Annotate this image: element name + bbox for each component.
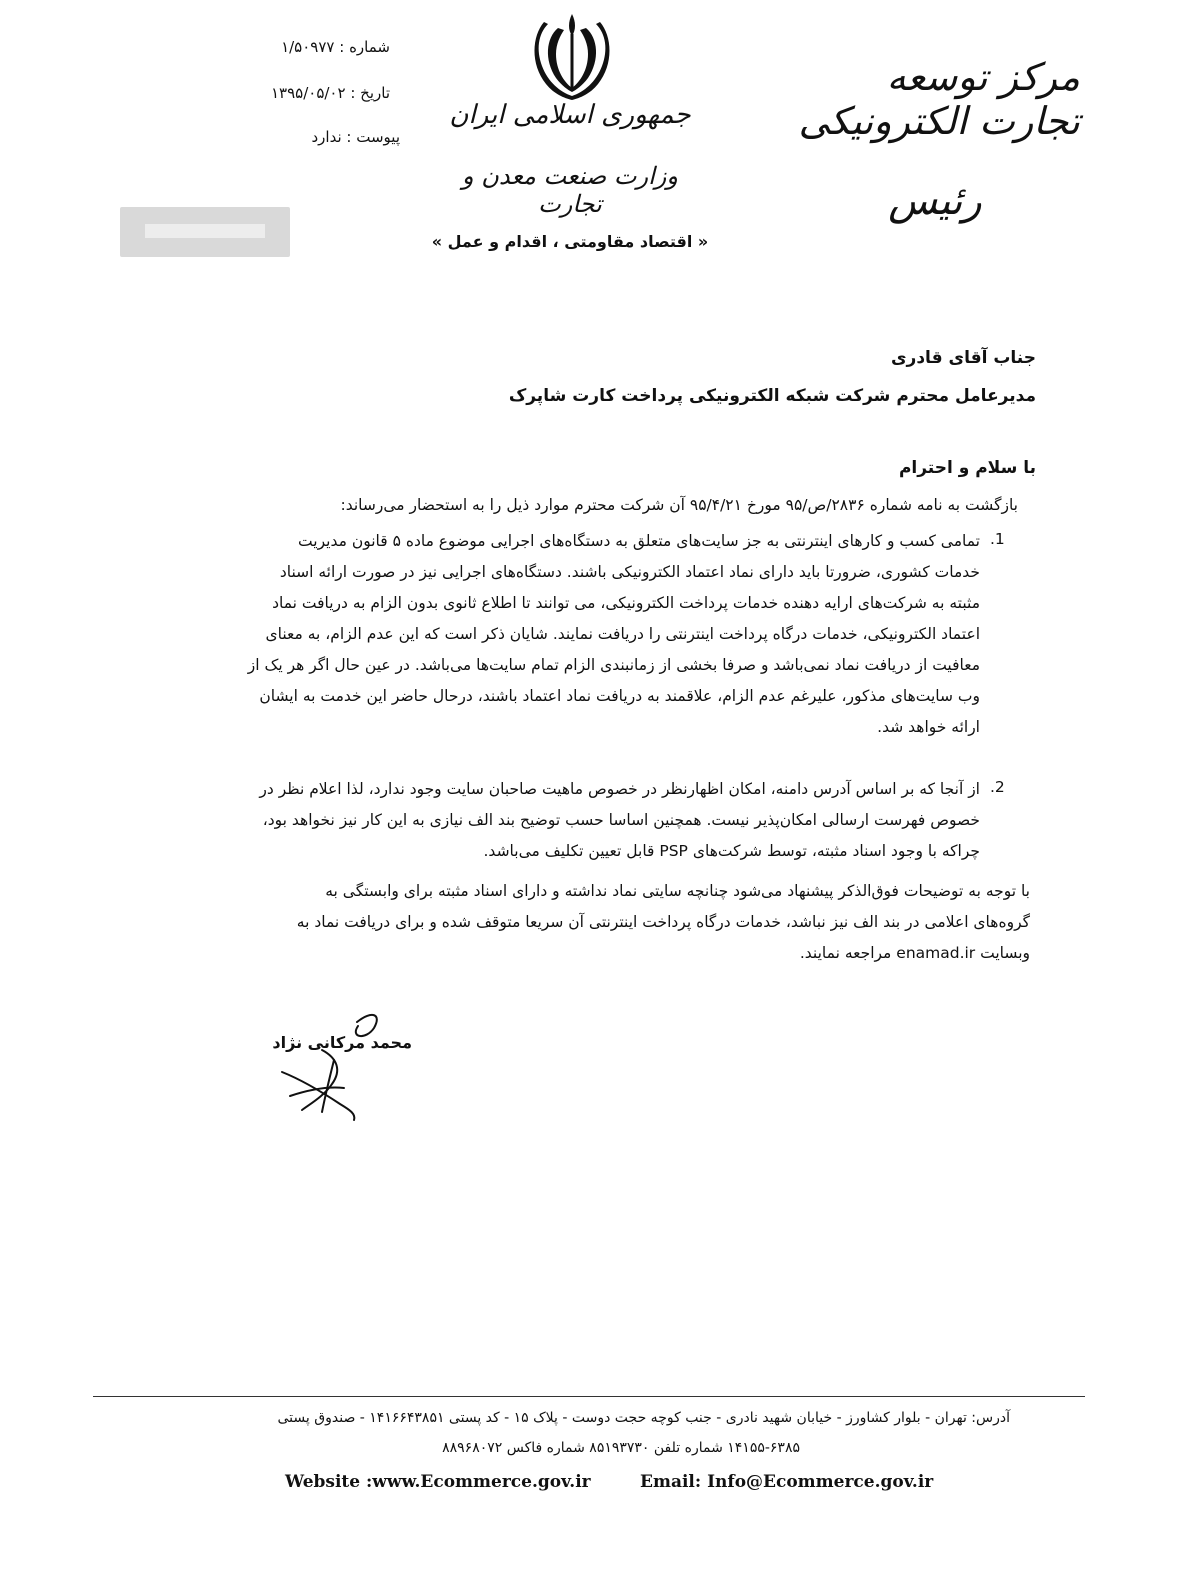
- intro-paragraph: بازگشت به نامه شماره ۲۸۳۶/ص/۹۵ مورخ ۹۵/۴/۲۱ آن شرکت محترم موارد ذیل را به استحضار می‌رساند:: [340, 496, 1018, 514]
- ministry-name: وزارت صنعت معدن و تجارت: [462, 162, 678, 218]
- letter-attachment-label: پیوست :: [346, 128, 400, 146]
- list-item-number: .1: [990, 530, 1005, 548]
- country-name: جمهوری اسلامی ایران: [449, 100, 691, 130]
- paragraph-line: معافیت از دریافت نماد نمی‌باشد و صرفا بخشی از زمانبندی الزام تمام سایت‌ها می‌باشد. در عین حال اگر هر یک از: [247, 656, 980, 674]
- footer-divider: [93, 1396, 1085, 1397]
- paragraph-line: خدمات کشوری، ضرورتا باید دارای نماد اعتماد الکترونیکی باشند. دستگاه‌های اجرایی نیز در صورت ارائه اسناد: [279, 563, 980, 581]
- letter-date-label: تاریخ :: [350, 84, 390, 102]
- footer-address: آدرس: تهران - بلوار کشاورز - خیابان شهید نادری - جنب کوچه حجت دوست - پلاک ۱۵ - کد پستی ۱۴۱۶۶۴۳۸۵۱ - صندوق پستی: [277, 1410, 1010, 1426]
- letter-number-label: شماره :: [339, 38, 390, 56]
- closing-paragraph: [150, 876, 1030, 969]
- greeting: با سلام و احترام: [898, 458, 1036, 478]
- list-item-number: .2: [990, 778, 1005, 796]
- paragraph-line: وبسایت enamad.ir مراجعه نمایند.: [799, 944, 1030, 962]
- slogan: « اقتصاد مقاومتی ، اقدام و عمل »: [431, 232, 709, 251]
- letter-number: [270, 40, 390, 55]
- letter-attachment-value: ندارد: [311, 128, 342, 146]
- registration-stamp: [120, 207, 290, 257]
- paragraph-line: خصوص فهرست ارسالی امکان‌پذیر نیست. همچنین اساسا حسب توضیح بند الف نیازی به این کار نیز نخواهد بود،: [262, 811, 980, 829]
- paragraph-line: تمامی کسب و کارهای اینترنتی به جز سایت‌های متعلق به دستگاه‌های اجرایی موضوع ماده ۵ قانون مدیریت: [298, 532, 980, 550]
- list-item: [150, 774, 980, 867]
- iran-emblem-icon: [528, 8, 618, 104]
- list-item: [150, 526, 980, 743]
- paragraph-line: اعتماد الکترونیکی، خدمات درگاه پرداخت اینترنتی را دریافت نمایند. شایان ذکر است که این عدم الزام، به معنای: [265, 625, 980, 643]
- footer-website: Website :www.Ecommerce.gov.ir: [285, 1472, 591, 1492]
- paragraph-line: چراکه با وجود اسناد مثبته، توسط شرکت‌های PSP قابل تعیین تکلیف می‌باشد.: [483, 842, 980, 860]
- sender-head-label: رئیس: [888, 178, 982, 224]
- recipient-name: جناب آقای قادری: [890, 348, 1036, 368]
- letter-number-value: ۱/۵۰۹۷۷: [281, 38, 335, 56]
- signatory-name: محمد مرکانی نژاد: [272, 1033, 412, 1052]
- signature-scribble: [262, 1000, 402, 1130]
- recipient-title: مدیرعامل محترم شرکت شبکه الکترونیکی پرداخت کارت شاپرک: [508, 386, 1036, 406]
- letter-date: [255, 86, 390, 101]
- paragraph-line: گروه‌های اعلامی در بند الف نیز نباشد، خدمات درگاه پرداخت اینترنتی آن سریعا متوقف شده و برای دریافت نماد به: [296, 913, 1030, 931]
- paragraph-line: مثبته به شرکت‌های ارایه دهنده خدمات پرداخت الکترونیکی، می توانند تا اطلاع ثانوی بدون الزام به دریافت نماد: [272, 594, 980, 612]
- sender-center-name: مرکز توسعه تجارت الکترونیکی: [798, 55, 1080, 143]
- letter-attachment: [300, 130, 400, 145]
- paragraph-line: از آنجا که بر اساس آدرس دامنه، امکان اظهارنظر در خصوص ماهیت صاحبان سایت وجود ندارد، لذا اعلام نظر در: [259, 780, 980, 798]
- paragraph-line: با توجه به توضیحات فوق‌الذکر پیشنهاد می‌شود چنانچه سایتی نماد نداشته و دارای اسناد مثبته برای وابستگی به: [325, 882, 1030, 900]
- letter-date-value: ۱۳۹۵/۰۵/۰۲: [270, 84, 346, 102]
- paragraph-line: وب سایت‌های مذکور، علیرغم عدم الزام، علاقمند به دریافت نماد اعتماد باشند، درحال حاضر این خدمت به ایشان: [259, 687, 980, 705]
- footer-email: Email: Info@Ecommerce.gov.ir: [640, 1472, 934, 1492]
- footer-phones: ۱۴۱۵۵-۶۳۸۵ شماره تلفن ۸۵۱۹۳۷۳۰ شماره فاکس ۸۸۹۶۸۰۷۲: [442, 1440, 800, 1456]
- paragraph-line: ارائه خواهد شد.: [877, 718, 980, 736]
